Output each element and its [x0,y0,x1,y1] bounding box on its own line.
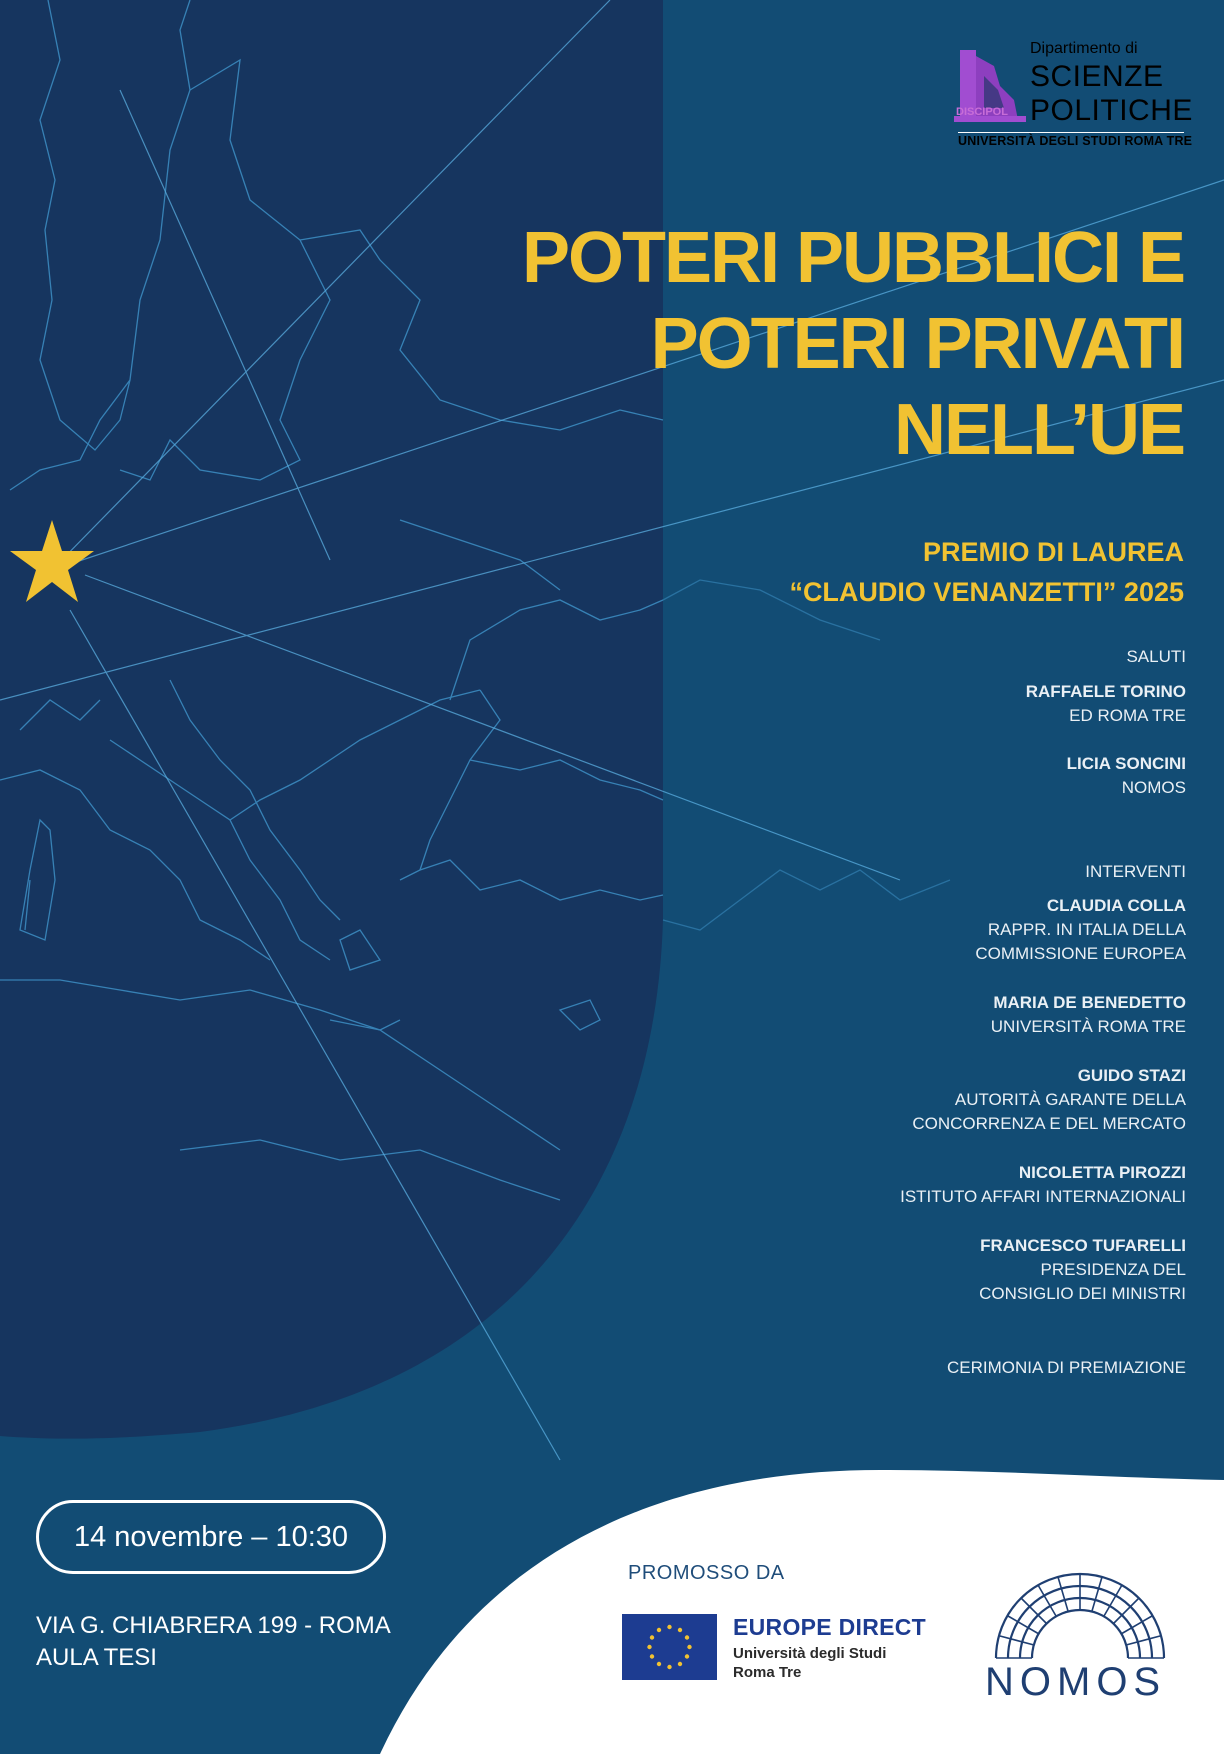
eu-flag-icon [622,1614,717,1680]
logo-line-2: SCIENZE [1030,60,1164,93]
speaker-affiliation: ED ROMA TRE [1069,706,1186,725]
department-logo [948,38,1193,150]
speaker-name: CLAUDIA COLLA [1046,896,1186,915]
speaker-name: RAFFAELE TORINO [1025,682,1186,701]
ceremony-label: CERIMONIA DI PREMIAZIONE [947,1358,1186,1377]
speaker-name: LICIA SONCINI [1066,754,1186,773]
speaker-affiliation: CONCORRENZA E DEL MERCATO [912,1114,1186,1133]
poster-title [522,215,1184,473]
award-line-1: PREMIO DI LAUREA [922,537,1184,567]
speaker-entry [979,1234,1186,1306]
title-line-3: NELL’UE [893,390,1184,470]
speaker-entry [912,1064,1186,1136]
speaker-entry [975,894,1186,966]
speaker-affiliation: ISTITUTO AFFARI INTERNAZIONALI [900,1187,1186,1206]
logo-line-1: Dipartimento di [1030,40,1138,57]
speaker-affiliation: PRESIDENZA DEL [1040,1260,1186,1279]
speaker-entry [900,1161,1186,1209]
nomos-wordmark: NOMOS [985,1660,1167,1704]
award-subtitle [789,532,1184,612]
speaker-affiliation: CONSIGLIO DEI MINISTRI [979,1284,1186,1303]
title-line-2: POTERI PRIVATI [650,304,1184,384]
title-line-1: POTERI PUBBLICI E [521,218,1184,298]
venue-address: VIA G. CHIABRERA 199 - ROMA [36,1612,391,1639]
speaker-affiliation: UNIVERSITÀ ROMA TRE [990,1017,1186,1036]
speaker-affiliation: NOMOS [1121,778,1186,797]
interventi-section-label: INTERVENTI [1085,862,1186,881]
promoted-by-label: PROMOSSO DA [628,1562,785,1584]
speaker-affiliation: COMMISSIONE EUROPEA [975,944,1186,963]
speaker-name: NICOLETTA PIROZZI [1018,1163,1186,1182]
europe-direct-subtitle: Università degli Studi Roma Tre [733,1645,887,1681]
speaker-name: GUIDO STAZI [1077,1066,1186,1085]
award-line-2: “CLAUDIO VENANZETTI” 2025 [789,577,1184,607]
speaker-entry [1067,752,1186,800]
logo-divider [958,132,1184,133]
logo-line-3: POLITICHE [1030,94,1193,127]
speaker-name: FRANCESCO TUFARELLI [980,1236,1186,1255]
venue-room: AULA TESI [36,1644,157,1671]
speaker-affiliation: RAPPR. IN ITALIA DELLA [987,920,1186,939]
speaker-affiliation: AUTORITÀ GARANTE DELLA [954,1090,1186,1109]
event-venue [36,1610,391,1674]
nomos-hemicycle-icon [986,1568,1174,1664]
speaker-entry [991,991,1186,1039]
event-date-badge: 14 novembre – 10:30 [36,1500,386,1574]
logo-line-4: UNIVERSITÀ DEGLI STUDI ROMA TRE [958,134,1193,148]
saluti-section-label: SALUTI [1126,647,1186,666]
logo-acronym: DISCIPOL [956,106,1008,118]
speaker-name: MARIA DE BENEDETTO [993,993,1186,1012]
speaker-entry [1026,680,1186,728]
europe-direct-title: EUROPE DIRECT [733,1614,927,1640]
